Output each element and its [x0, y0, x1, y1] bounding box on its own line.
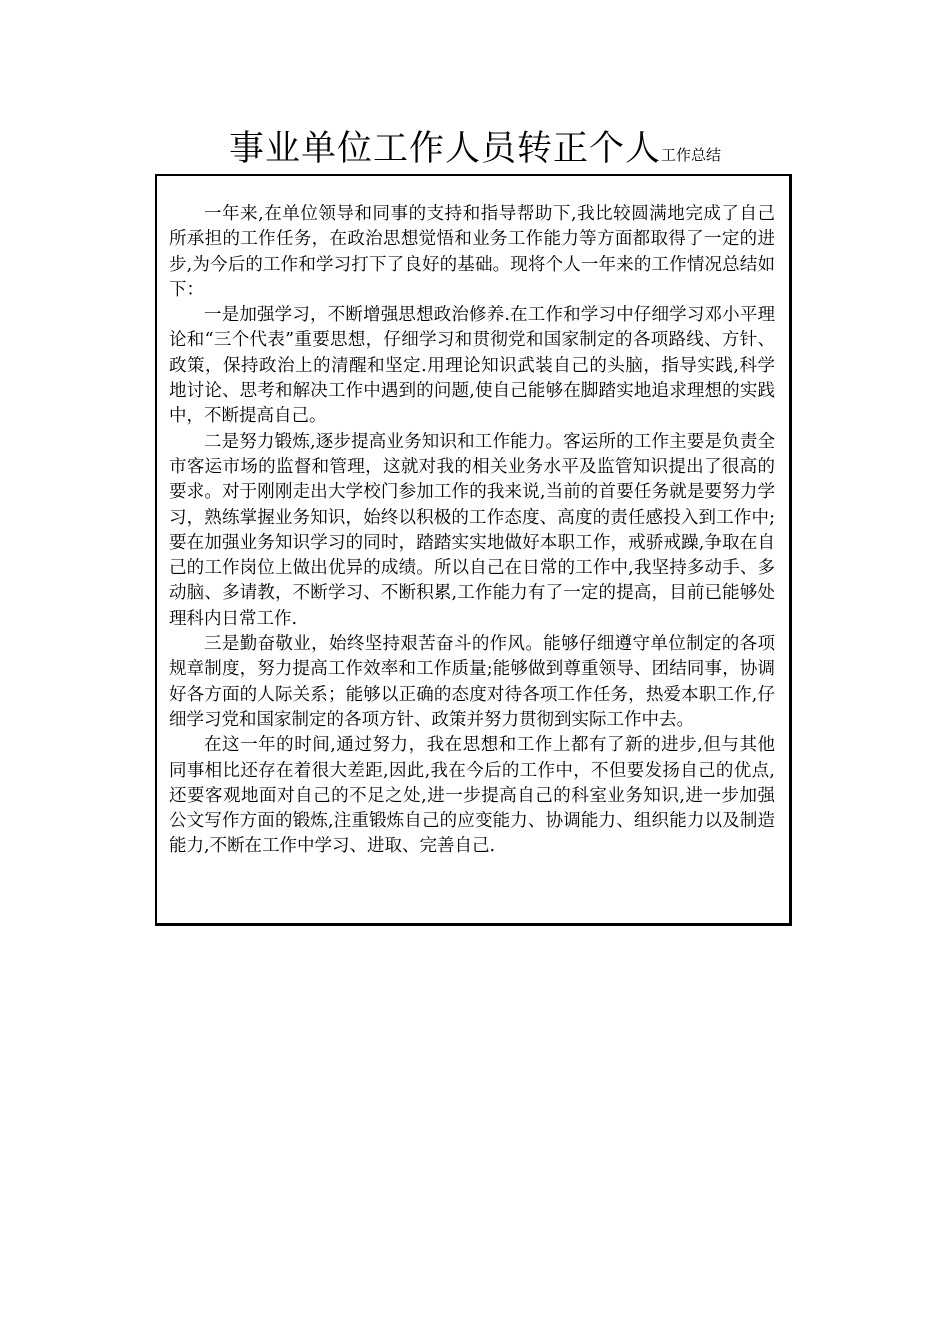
title-suffix: 工作总结: [661, 146, 722, 164]
paragraph-study: 一是加强学习，不断增强思想政治修养.在工作和学习中仔细学习邓小平理论和“三个代表”重要思想，仔细学习和贯彻党和国家制定的各项路线、方针、政策，保持政治上的清醒和坚定.用理论知识武装自己的头脑，指导实践,科学地讨论、思考和解决工作中遇到的问题,使自己能够在脚踏实地追求理想的实践中，不断提高自己。: [169, 305, 775, 427]
paragraph-intro: 一年来,在单位领导和同事的支持和指导帮助下,我比较圆满地完成了自己所承担的工作任务，在政治思想觉悟和业务工作能力等方面都取得了一定的进步,为今后的工作和学习打下了良好的基础。现将个人一年来的工作情况总结如下：: [169, 204, 775, 300]
paragraph-conclusion: 在这一年的时间,通过努力，我在思想和工作上都有了新的进步,但与其他同事相比还存在着很大差距,因此,我在今后的工作中，不但要发扬自己的优点,还要客观地面对自己的不足之处,进一步提高自己的科室业务知识,进一步加强公文写作方面的锻炼,注重锻炼自己的应变能力、协调能力、组织能力以及制造能力,不断在工作中学习、进取、完善自己.: [169, 735, 775, 857]
title-main: 事业单位工作人员转正个人: [228, 129, 661, 169]
document-title: [0, 124, 950, 180]
summary-box: [155, 174, 792, 926]
summary-content: [169, 202, 775, 860]
paragraph-training: 二是努力锻炼,逐步提高业务知识和工作能力。客运所的工作主要是负责全市客运市场的监督和管理，这就对我的相关业务水平及监管知识提出了很高的要求。对于刚刚走出大学校门参加工作的我来说,当前的首要任务就是要努力学习，熟练掌握业务知识，始终以积极的工作态度、高度的责任感投入到工作中;要在加强业务知识学习的同时，踏踏实实地做好本职工作，戒骄戒躁,争取在自己的工作岗位上做出优异的成绩。所以自己在日常的工作中,我坚持多动手、多动脑、多请教，不断学习、不断积累,工作能力有了一定的提高，目前已能够处理科内日常工作.: [169, 431, 775, 629]
paragraph-dedication: 三是勤奋敬业，始终坚持艰苦奋斗的作风。能够仔细遵守单位制定的各项规章制度，努力提高工作效率和工作质量;能够做到尊重领导、团结同事，协调好各方面的人际关系；能够以正确的态度对待各项工作任务，热爱本职工作,仔细学习党和国家制定的各项方针、政策并努力贯彻到实际工作中去。: [169, 634, 775, 730]
